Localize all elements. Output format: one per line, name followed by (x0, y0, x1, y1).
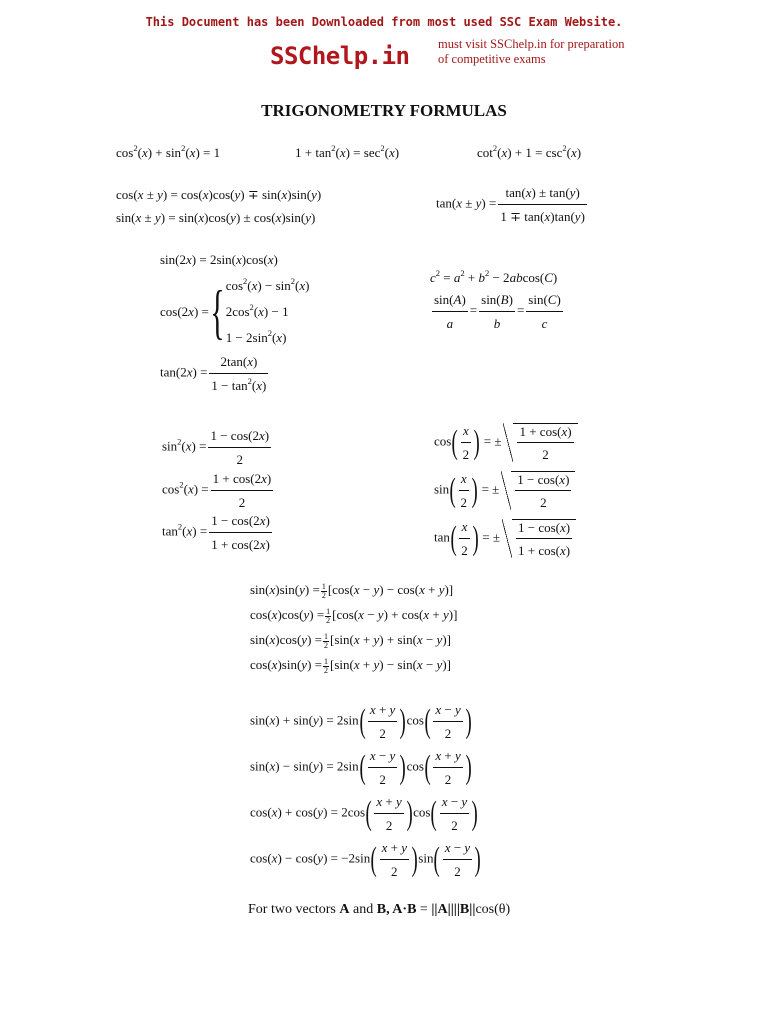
footer-bold-b: B, A·B (376, 902, 417, 917)
formula-law-of-cosines: $c^2 = a^2 + b^2 - 2abcos(C)$ (430, 268, 558, 285)
formula-tan-half: tan( $\frac{x}{2}$ ) = ± $\frac{1 - \cos(x)}{1 + \cos(x)}$ (434, 519, 576, 558)
formula-tan-squared: $\tan^2(x)$ = $\frac{1 - \cos(2x)}{1 + \cos(2x)}$ (162, 513, 270, 552)
formula-pythagorean-2: $1 + \tan^2(x) = \sec^2(x)$ (295, 143, 400, 160)
site-logo[interactable]: SSChelp.in (270, 42, 410, 70)
formula-product-cos-sin: cos(x)sin(y) = $\frac{1}{2}$ [sin(x + y) − sin(x − y)] (250, 656, 451, 675)
formula-product-sin-sin: sin(x)sin(y) = $\frac{1}{2}$ [cos(x − y) − cos(x + y)] (250, 581, 454, 600)
promo-line-1: must visit SSChelp.in for preparation (438, 37, 625, 51)
promo-line-2: of competitive exams (438, 52, 546, 66)
vector-dot-product-note (248, 902, 510, 918)
formula-product-sin-cos: sin(x)cos(y) = $\frac{1}{2}$ [sin(x + y) + sin(x − y)] (250, 631, 451, 650)
formula-tan-sum: tan(x ± y) = $\frac{\tan(x) \pm \tan(y)}{1 \mp \tan(x)\tan(y)}$ (436, 185, 585, 224)
footer-text-4: cos(θ) (475, 902, 511, 917)
formula-law-of-sines: $\frac{\sin(A)}{a}$ = $\frac{\sin(B)}{b}$ = $\frac{\sin(C)}{c}$ (434, 292, 561, 331)
formula-pythagorean-3: $\cot^2(x) + 1 = \csc^2(x)$ (477, 143, 582, 160)
formula-sum-cos-plus: cos(x) + cos(y) = 2cos( $\frac{x + y}{2}$ )cos( $\frac{x - y}{2}$ ) (250, 794, 478, 833)
formula-sin-sum: sin(x ± y) = sin(x)cos(y) ± cos(x)sin(y) (116, 210, 316, 225)
formula-sin-half: sin( $\frac{x}{2}$ ) = ± $\frac{1 - \cos(x)}{2}$ (434, 471, 575, 510)
footer-bold-norms: ||A||||B|| (431, 902, 476, 917)
footer-bold-a: A (339, 902, 350, 917)
formula-sum-cos-minus: cos(x) − cos(y) = −2sin( $\frac{x + y}{2}$ )sin( $\frac{x - y}{2}$ ) (250, 840, 481, 879)
formula-cos-double: cos(2x) ={ $\cos^2(x) - \sin^2(x)$ $2\cos^2(x) - 1$ $1 - 2\sin^2(x)$ (160, 276, 310, 345)
formula-tan-double: tan(2x) = $\frac{2\tan(x)}{1 - \tan^2(x)}$ (160, 354, 267, 393)
formula-cos-squared: $\cos^2(x)$ = $\frac{1 + \cos(2x)}{2}$ (162, 471, 272, 510)
footer-text-2: and (349, 902, 377, 917)
footer-text-1: For two vectors (248, 902, 340, 917)
formula-sum-sin-plus: sin(x) + sin(y) = 2sin( $\frac{x + y}{2}$ )cos( $\frac{x - y}{2}$ ) (250, 702, 472, 741)
download-banner: This Document has been Downloaded from most used SSC Exam Website. (145, 15, 623, 29)
formula-sin-squared: $\sin^2(x)$ = $\frac{1 - \cos(2x)}{2}$ (162, 428, 270, 467)
formula-sum-sin-minus: sin(x) − sin(y) = 2sin( $\frac{x - y}{2}$ )cos( $\frac{x + y}{2}$ ) (250, 748, 472, 787)
formula-sin-double: sin(2x) = 2sin(x)cos(x) (160, 252, 278, 267)
footer-text-3: = (416, 902, 432, 917)
formula-cos-half: cos( $\frac{x}{2}$ ) = ± $\frac{1 + \cos(x)}{2}$ (434, 423, 578, 462)
promo-text (438, 37, 624, 67)
formula-pythagorean-1: $\cos^2(x) + \sin^2(x) = 1$ (116, 143, 221, 160)
formula-product-cos-cos: cos(x)cos(y) = $\frac{1}{2}$ [cos(x − y) + cos(x + y)] (250, 606, 458, 625)
formula-cos-sum: cos(x ± y) = cos(x)cos(y) ∓ sin(x)sin(y) (116, 187, 322, 202)
page-title: TRIGONOMETRY FORMULAS (261, 101, 507, 120)
